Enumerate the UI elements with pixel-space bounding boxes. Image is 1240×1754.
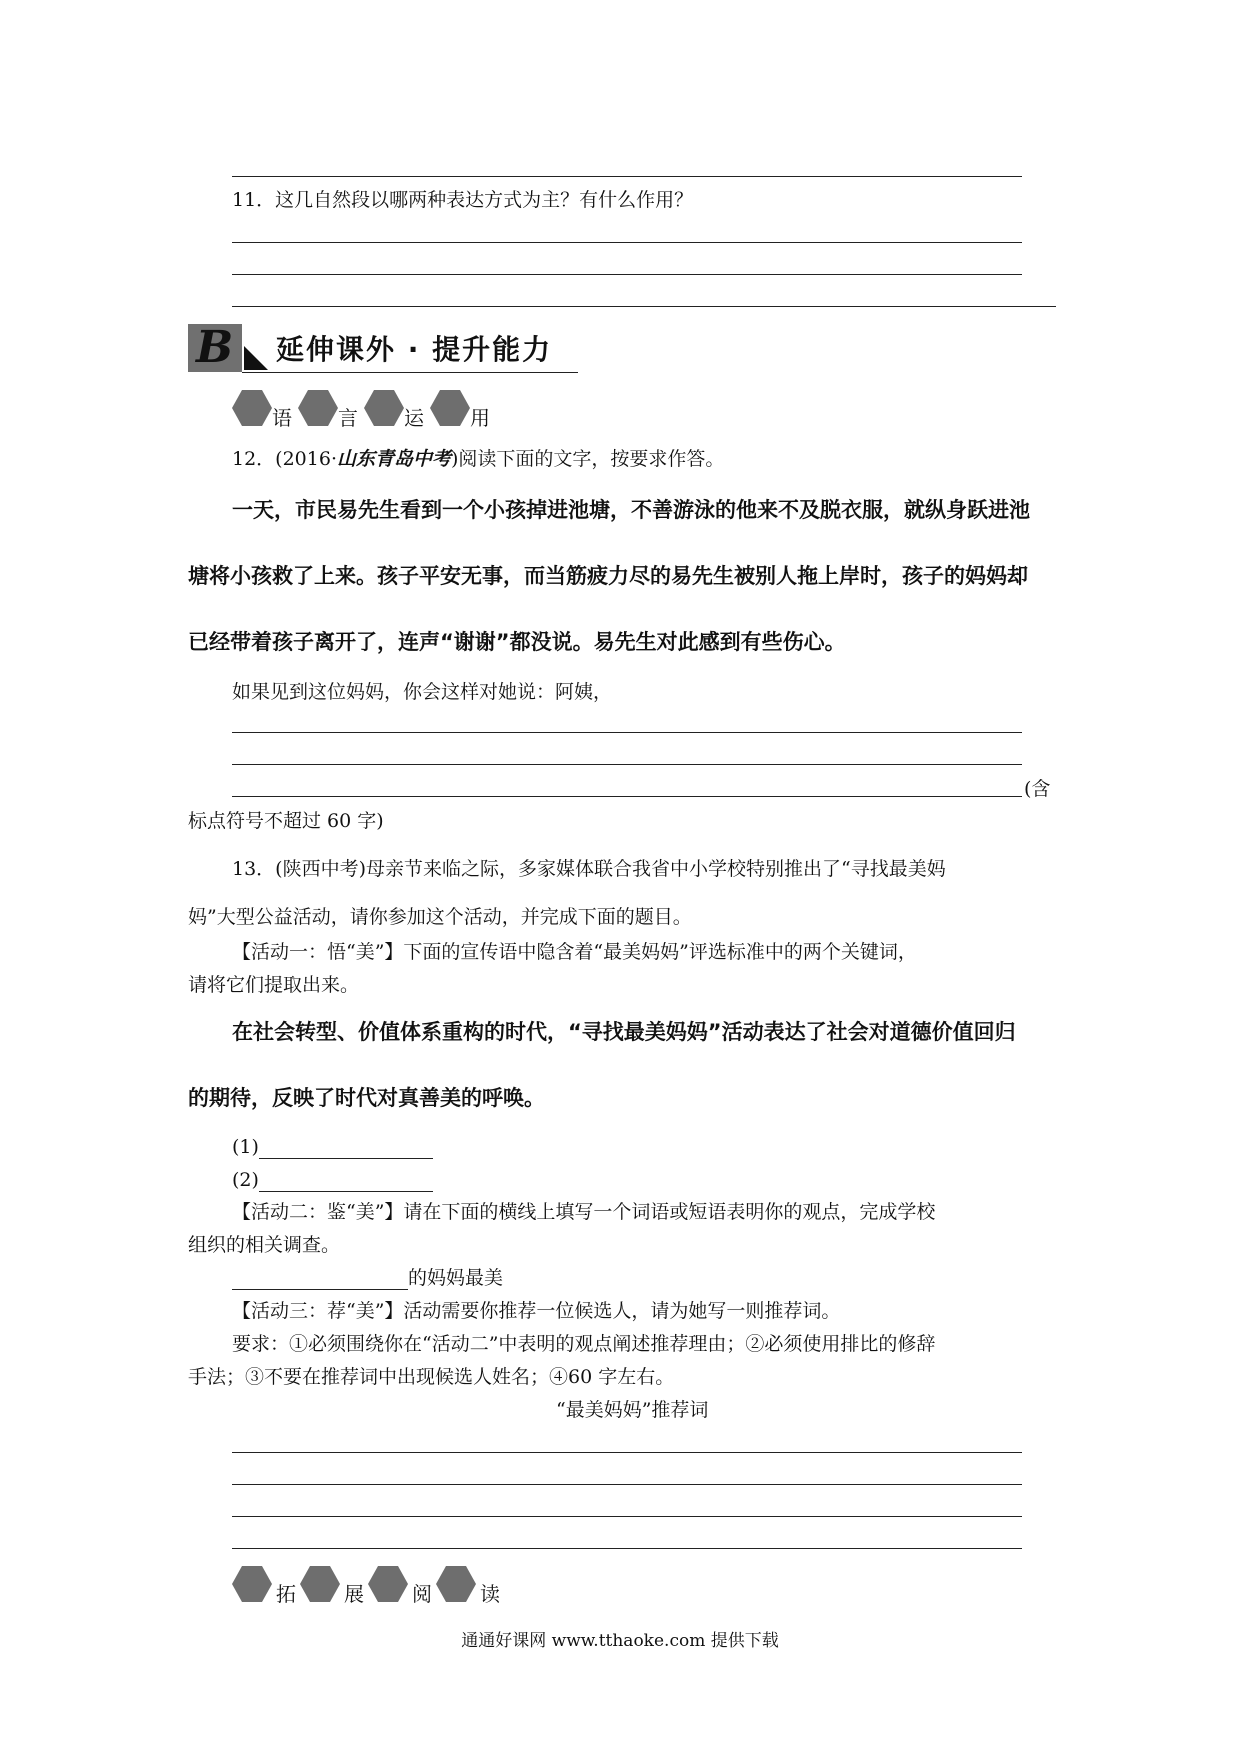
fill-blank-1 [232,1135,433,1159]
blank-line[interactable] [259,1138,433,1159]
answer-line[interactable] [232,796,1022,797]
passage-line: 塘将小孩救了上来。孩子平安无事，而当筋疲力尽的易先生被别人拖上岸时，孩子的妈妈却 [188,564,1028,588]
question-13-cont: 妈”大型公益活动，请你参加这个活动，并完成下面的题目。 [188,906,692,928]
requirements-cont: 手法；③不要在推荐词中出现候选人姓名；④60 字左右。 [188,1366,675,1388]
word-limit-note: (含 [1024,778,1051,800]
hexagon-icon [298,390,338,426]
answer-line[interactable] [232,1548,1022,1549]
subsection-char: 读 [480,1582,500,1606]
subsection-char: 用 [470,406,490,430]
question-13: 13．(陕西中考)母亲节来临之际，多家媒体联合我省中小学校特别推出了“寻找最美妈 [232,858,946,880]
blank-number: (2) [232,1169,259,1191]
subsection-char: 言 [338,406,358,430]
activity-2-cont: 组织的相关调查。 [188,1234,341,1256]
answer-line[interactable] [232,1516,1022,1517]
page-footer: 通通好课网 www.tthaoke.com 提供下载 [461,1631,779,1651]
fill-blank-2 [232,1168,433,1192]
answer-line[interactable] [232,1484,1022,1485]
activity-1-cont: 请将它们提取出来。 [188,974,360,996]
question-source: 山东青岛中考 [336,448,451,470]
answer-line[interactable] [232,764,1022,765]
subsection-char: 语 [272,406,292,430]
question-12 [232,447,724,471]
hexagon-icon [436,1566,476,1602]
slogan-line: 的期待，反映了时代对真善美的呼唤。 [188,1086,545,1110]
hexagon-icon [364,390,404,426]
hexagon-icon [232,390,272,426]
section-b-letter: B [196,322,234,373]
subsection-char: 拓 [276,1582,296,1606]
answer-line[interactable] [232,176,1022,177]
hexagon-icon [430,390,470,426]
passage-line: 一天，市民易先生看到一个小孩掉进池塘，不善游泳的他来不及脱衣服，就纵身跃进池 [232,498,1030,522]
answer-line[interactable] [232,242,1022,243]
subsection-char: 阅 [412,1582,432,1606]
subsection-char: 展 [344,1582,364,1606]
fill-opinion [232,1266,503,1290]
section-underline [242,372,578,373]
blank-line[interactable] [232,1269,408,1290]
section-title: 延伸课外 · 提升能力 [276,333,553,366]
question-number: 12．(2016· [232,448,337,470]
word-limit-note: 标点符号不超过 60 字) [188,810,384,832]
answer-prompt: 如果见到这位妈妈，你会这样对她说：阿姨， [232,681,613,703]
answer-line[interactable] [232,274,1022,275]
blank-line[interactable] [259,1171,433,1192]
activity-1: 【活动一：悟“美”】下面的宣传语中隐含着“最美妈妈”评选标准中的两个关键词， [232,941,917,963]
activity-2: 【活动二：鉴“美”】请在下面的横线上填写一个词语或短语表明你的观点，完成学校 [232,1201,936,1223]
question-11: 11．这几自然段以哪两种表达方式为主？有什么作用？ [232,189,694,211]
answer-line[interactable] [232,1452,1022,1453]
passage-line: 已经带着孩子离开了，连声“谢谢”都没说。易先生对此感到有些伤心。 [188,630,846,654]
triangle-icon [244,346,268,370]
blank-number: (1) [232,1136,259,1158]
hexagon-icon [300,1566,340,1602]
subsection-char: 运 [404,406,424,430]
slogan-line: 在社会转型、价值体系重构的时代，“寻找最美妈妈”活动表达了社会对道德价值回归 [232,1020,1016,1044]
hexagon-icon [368,1566,408,1602]
requirements: 要求：①必须围绕你在“活动二”中表明的观点阐述推荐理由；②必须使用排比的修辞 [232,1333,936,1355]
answer-line[interactable] [232,306,1056,307]
fill-suffix: 的妈妈最美 [408,1267,504,1289]
answer-line[interactable] [232,732,1022,733]
activity-3: 【活动三：荐“美”】活动需要你推荐一位候选人，请为她写一则推荐词。 [232,1300,841,1322]
question-instruction: )阅读下面的文字，按要求作答。 [451,448,725,470]
recommendation-title: “最美妈妈”推荐词 [556,1399,709,1421]
hexagon-icon [232,1566,272,1602]
